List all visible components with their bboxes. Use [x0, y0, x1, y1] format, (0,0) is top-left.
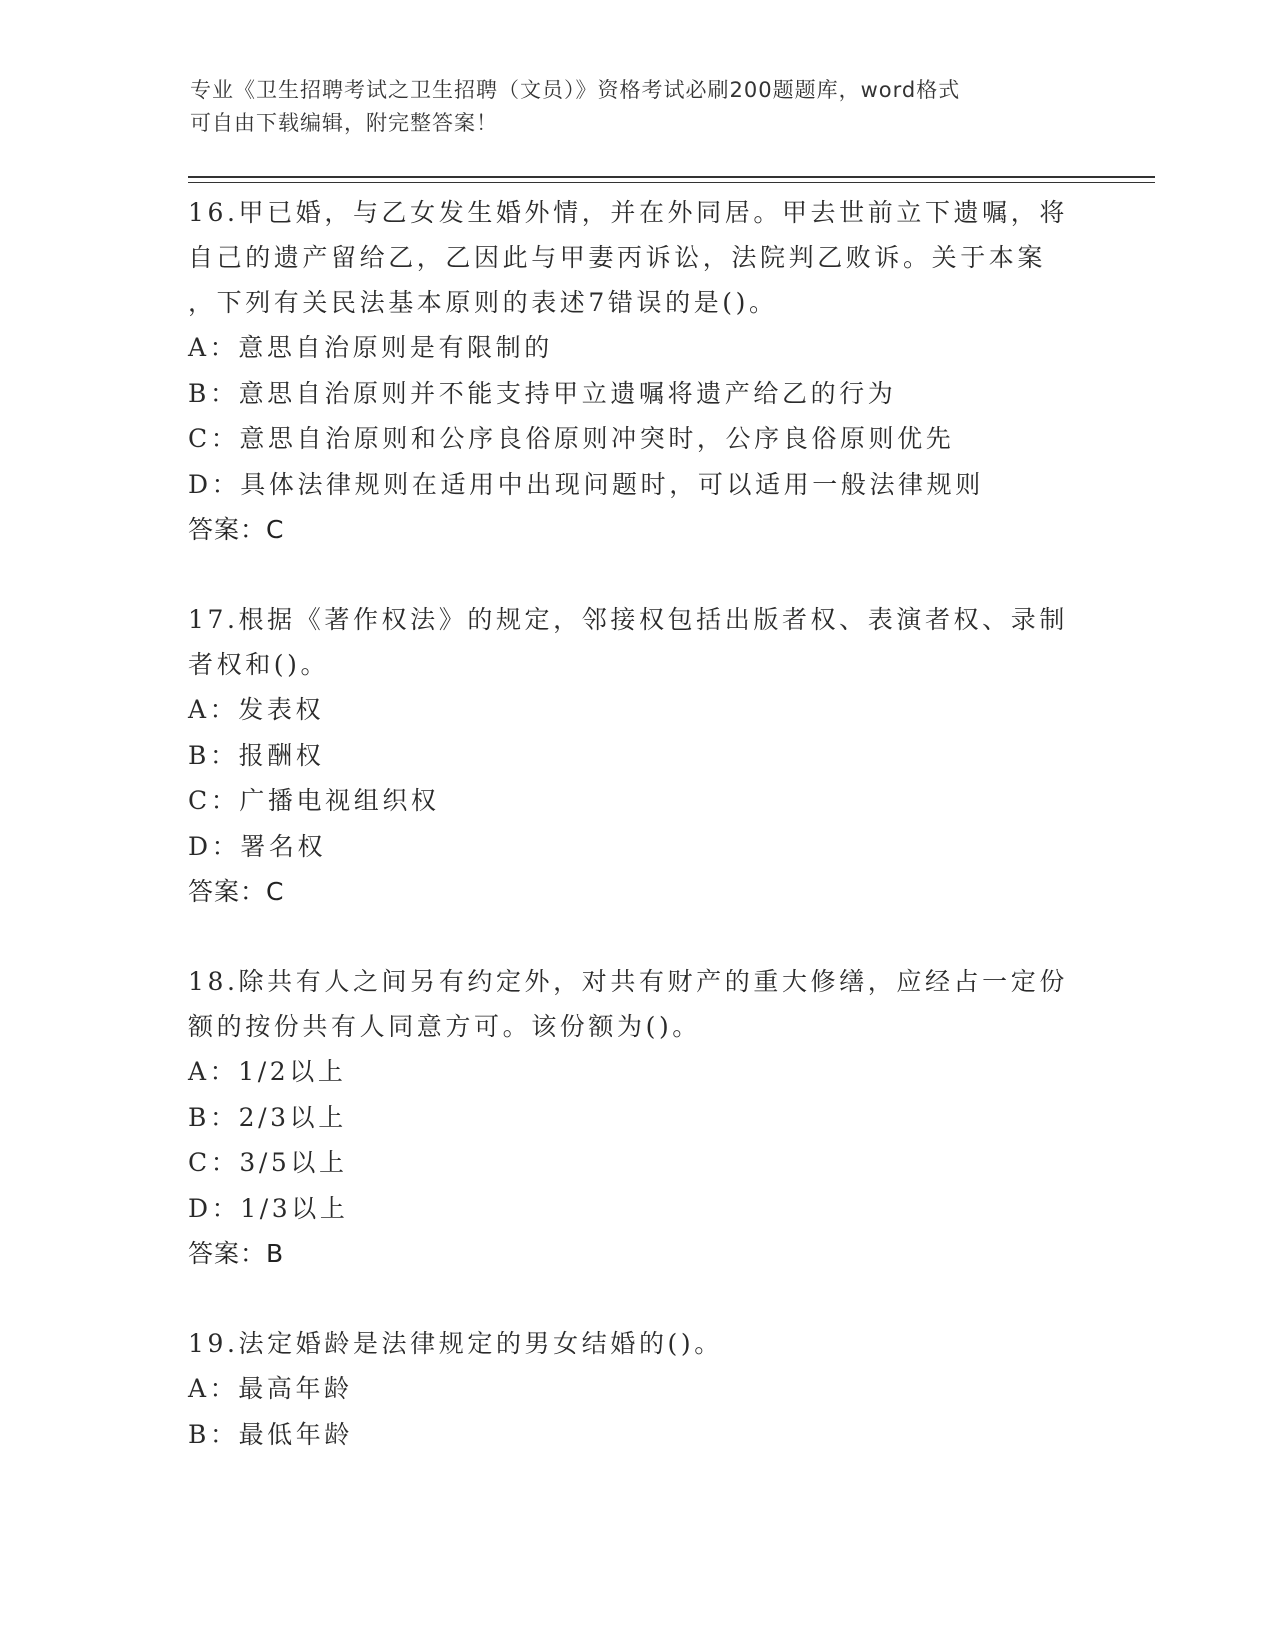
question-text-line: 者权和()。 — [188, 650, 330, 679]
option-a: A：意思自治原则是有限制的 — [188, 333, 553, 362]
question-text-line: 17.根据《著作权法》的规定，邻接权包括出版者权、表演者权、录制 — [188, 605, 1068, 634]
option-d: D：署名权 — [188, 831, 327, 861]
question-19 — [188, 1321, 1088, 1457]
option-b: B：最低年龄 — [188, 1419, 353, 1449]
option-a: A：1/2以上 — [188, 1057, 347, 1086]
question-text-line: 19.法定婚龄是法律规定的男女结婚的()。 — [188, 1329, 723, 1358]
document-header — [190, 74, 1080, 140]
question-16 — [188, 190, 1088, 553]
option-b: B：意思自治原则并不能支持甲立遗嘱将遗产给乙的行为 — [188, 378, 897, 408]
question-text-line: ，下列有关民法基本原则的表述7错误的是()。 — [188, 288, 778, 317]
question-list — [188, 190, 1088, 1501]
option-b: B：报酬权 — [188, 740, 325, 770]
header-divider-top — [188, 176, 1155, 178]
header-divider-bottom — [188, 182, 1155, 183]
header-line-1: 专业《卫生招聘考试之卫生招聘（文员）》资格考试必刷200题题库，word格式 — [190, 78, 961, 102]
option-c: C：3/5以上 — [188, 1148, 348, 1177]
question-text-line: 16.甲已婚，与乙女发生婚外情，并在外同居。甲去世前立下遗嘱，将 — [188, 198, 1068, 227]
option-d: D：具体法律规则在适用中出现问题时，可以适用一般法律规则 — [188, 469, 984, 499]
option-d: D：1/3以上 — [188, 1193, 349, 1223]
option-c: C：意思自治原则和公序良俗原则冲突时，公序良俗原则优先 — [188, 424, 955, 453]
question-18 — [188, 959, 1088, 1277]
question-17 — [188, 597, 1088, 915]
answer-line: 答案：B — [188, 1239, 285, 1268]
answer-line: 答案：C — [188, 877, 285, 906]
question-text-line: 自己的遗产留给乙，乙因此与甲妻丙诉讼，法院判乙败诉。关于本案 — [188, 243, 1047, 272]
question-text-line: 18.除共有人之间另有约定外，对共有财产的重大修缮，应经占一定份 — [188, 967, 1068, 996]
answer-line: 答案：C — [188, 515, 285, 544]
header-line-2: 可自由下载编辑，附完整答案！ — [190, 111, 498, 135]
option-a: A：最高年龄 — [188, 1374, 353, 1403]
option-c: C：广播电视组织权 — [188, 786, 440, 815]
option-a: A：发表权 — [188, 695, 325, 724]
option-b: B：2/3以上 — [188, 1102, 347, 1132]
question-text-line: 额的按份共有人同意方可。该份额为()。 — [188, 1012, 701, 1041]
